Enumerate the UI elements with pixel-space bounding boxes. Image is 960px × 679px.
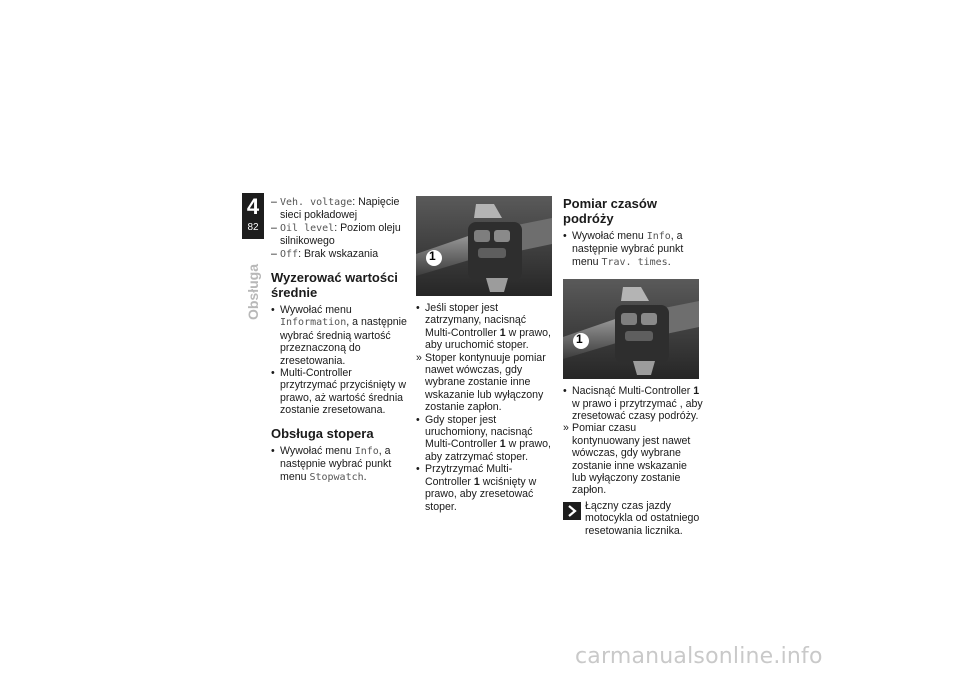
page-number: 82 [247,222,259,233]
list-item: • Wywołać menu Information, a następnie wybrać średnią wartość przeznaczoną do zresetowania. [271,304,407,367]
watermark-text: carmanualsonline.info [575,644,823,669]
handlebar-photo [563,279,699,379]
column-1 [271,196,407,484]
section-name: Obsługa [245,263,262,321]
column-3 [563,196,703,537]
list-item: – Oil level: Poziom oleju silnikowego [271,221,401,248]
handlebar-photo [416,196,552,296]
list-item: • Multi-Controller przytrzymać przyciśnięty w prawo, aż wartość średnia zostanie zresetowana. [271,367,406,417]
section-side-label [236,242,270,342]
trip-times-intro [563,230,703,269]
section-heading-stopwatch: Obsługa stopera [271,425,374,441]
arrow-right-icon [563,502,581,520]
list-item: » Stoper kontynuuje pomiar nawet wówczas, gdy wybrane zostanie inne wskazanie lub wyłączony zostanie zapłon. [416,351,546,414]
reset-averages-list [271,304,407,417]
column-2 [416,196,554,513]
list-item: • Nacisnąć Multi-Controller 1 w prawo i przytrzymać , aby zresetować czasy podróży. [563,385,703,423]
list-item: • Gdy stoper jest uruchomiony, nacisnąć Multi-Controller 1 w prawo, aby zatrzymać stoper. [416,413,552,463]
figure-label: 1 [429,249,436,263]
list-item: – Off: Brak wskazania [271,247,379,260]
trip-times-steps [563,385,703,497]
section-heading-trip-times: Pomiar czasów podróży [563,196,657,226]
chapter-tab [242,193,264,239]
note-text: Łączny czas jazdy motocykla od ostatniego resetowania licznika. [585,499,700,537]
stopwatch-steps [416,302,554,513]
list-item: – Veh. voltage: Napięcie sieci pokładowej [271,196,400,222]
chapter-number: 4 [246,194,260,219]
note-callout [563,500,703,537]
list-item: » Pomiar czasu kontynuowany jest nawet wówczas, gdy wybrane zostanie inne wskazanie lub wyłączony zostanie zapłon. [563,422,691,497]
figure-label: 1 [576,332,583,347]
value-list [271,196,407,261]
list-item: • Przytrzymać Multi-Controller 1 wciśnięty w prawo, aby zresetować stoper. [416,463,537,513]
stopwatch-list [271,445,407,484]
section-heading-reset-averages: Wyzerować wartości średnie [271,270,398,301]
list-item: • Wywołać menu Info, a następnie wybrać punkt menu Trav. times. [563,230,684,268]
list-item: • Jeśli stoper jest zatrzymany, nacisnąć Multi-Controller 1 w prawo, aby uruchomić stoper. [416,302,552,352]
list-item: • Wywołać menu Info, a następnie wybrać punkt menu Stopwatch. [271,444,392,483]
